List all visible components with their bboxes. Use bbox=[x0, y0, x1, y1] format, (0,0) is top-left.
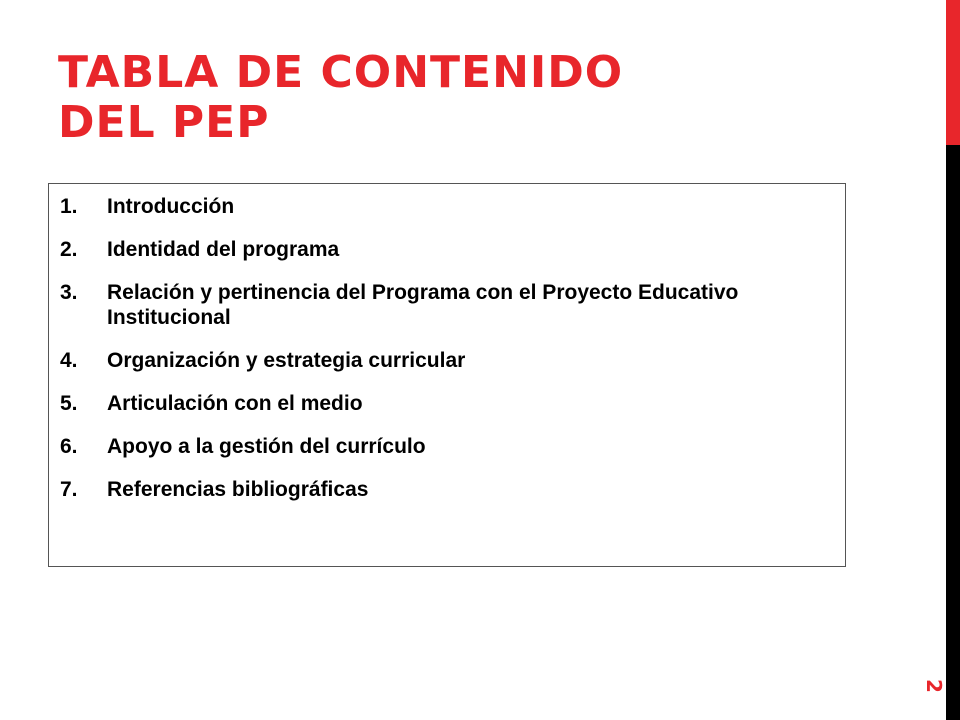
slide-number: 2 bbox=[922, 679, 946, 693]
toc-item-label: Introducción bbox=[107, 195, 235, 218]
toc-item-label: Apoyo a la gestión del currículo bbox=[107, 435, 426, 458]
slide-title-line-1: TABLA DE CONTENIDO bbox=[58, 47, 624, 98]
side-dark-band bbox=[946, 145, 960, 720]
slide-title bbox=[58, 48, 918, 148]
table-of-contents-box bbox=[48, 183, 846, 567]
toc-item-referencias bbox=[60, 477, 820, 502]
toc-item-number: 7. bbox=[60, 478, 78, 501]
toc-item-label: Relación y pertinencia del Programa con el Proyecto Educativo Institucional bbox=[107, 281, 739, 329]
toc-item-number: 4. bbox=[60, 349, 78, 372]
toc-item-number: 3. bbox=[60, 281, 78, 304]
slide-title-line-2: DEL PEP bbox=[58, 97, 270, 148]
toc-item-label: Organización y estrategia curricular bbox=[107, 349, 466, 372]
toc-item-number: 6. bbox=[60, 435, 78, 458]
toc-item-organizacion bbox=[60, 348, 820, 373]
toc-item-identidad bbox=[60, 237, 820, 262]
toc-item-number: 5. bbox=[60, 392, 78, 415]
toc-item-apoyo-gestion bbox=[60, 434, 820, 459]
toc-item-relacion-pertinencia bbox=[60, 280, 820, 330]
side-accent-band bbox=[946, 0, 960, 145]
toc-item-articulacion bbox=[60, 391, 820, 416]
toc-item-number: 2. bbox=[60, 238, 78, 261]
toc-item-label: Identidad del programa bbox=[107, 238, 340, 261]
toc-item-label: Referencias bibliográficas bbox=[107, 478, 369, 501]
toc-item-introduccion bbox=[60, 194, 820, 219]
toc-item-number: 1. bbox=[60, 195, 78, 218]
toc-item-label: Articulación con el medio bbox=[107, 392, 363, 415]
table-of-contents-list bbox=[60, 194, 820, 520]
